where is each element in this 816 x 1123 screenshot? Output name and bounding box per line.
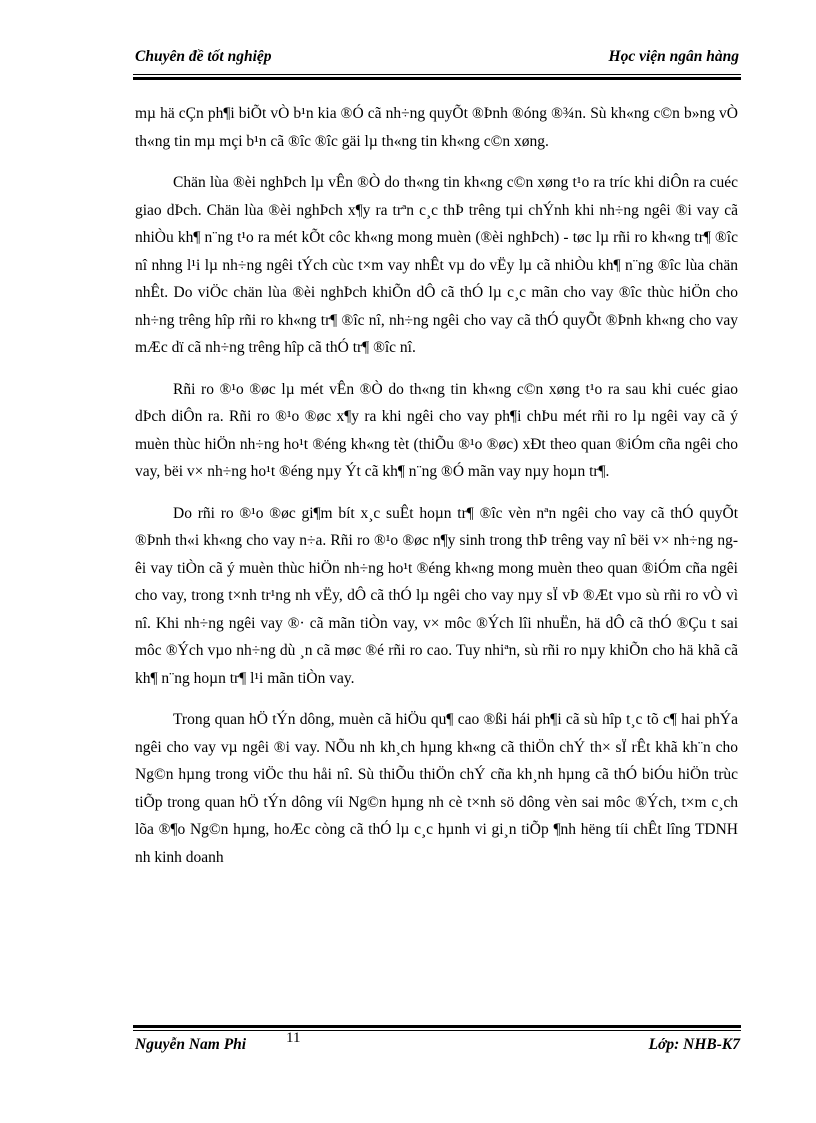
header-institution: Học viện ngân hàng bbox=[608, 48, 739, 65]
header-document-type: Chuyên đề tốt nghiệp bbox=[135, 48, 272, 65]
paragraph-1: mµ hä cÇn ph¶i biÕt vÒ b¹n kia ®Ó cã nh÷ng quyÕt ®Þnh ®óng ®¾n. Sù kh«ng c©n b»ng vÒ th«ng tin mµ mçi b¹n cã ®îc ®îc gäi lµ th«ng tin kh«ng c©n xøng. bbox=[135, 105, 738, 150]
header-rule-thin bbox=[133, 74, 741, 75]
document-body bbox=[135, 100, 738, 885]
paragraph-3: Rñi ro ®¹o ®øc lµ mét vÊn ®Ò do th«ng tin kh«ng c©n xøng t¹o ra sau khi cuéc giao dÞch diÔn ra. Rñi ro ®¹o ®øc x¶y ra khi ngêi cho vay ph¶i chÞu mét rñi ro lµ ngêi vay cã ý muèn thùc hiÖn nh÷ng ho¹t ®éng kh«ng tèt (thiÕu ®¹o ®øc) xÐt theo quan ®iÓm cña ngêi cho vay, bëi v× nh÷ng ho¹t ®éng nµy Ýt cã kh¶ n¨ng ®Ó mãn vay nµy hoµn tr¶. bbox=[135, 380, 738, 480]
paragraph-2: Chän lùa ®èi nghÞch lµ vÊn ®Ò do th«ng tin kh«ng c©n xøng t¹o ra tríc khi diÔn ra cuéc giao dÞch. Chän lùa ®èi nghÞch x¶y ra trªn c¸c thÞ trêng tµi chÝnh khi nh÷ng ngêi ®i vay cã nhiÒu kh¶ n¨ng t¹o ra mét kÕt côc kh«ng mong muèn (®èi nghÞch) - tøc lµ rñi ro kh«ng tr¶ ®îc nî nhng l¹i lµ nh÷ng ngêi tÝch cùc t×m vay nhÊt vµ do vËy lµ cã nhiÒu kh¶ n¨ng ®îc lùa chän nhÊt. Do viÖc chän lùa ®èi nghÞch khiÕn dÔ cã thÓ lµ c¸c mãn cho vay ®îc thùc hiÖn cho nh÷ng trêng hîp rñi ro kh«ng tr¶ ®îc nî, nh÷ng ngêi cho vay cã thÓ quyÕt ®Þnh kh«ng cho vay mÆc dï cã nh÷ng trêng hîp cã thÓ tr¶ ®îc nî. bbox=[135, 174, 738, 356]
paragraph-5: Trong quan hÖ tÝn dông, muèn cã hiÖu qu¶ cao ®ßi hái ph¶i cã sù hîp t¸c tõ c¶ hai phÝa ngêi cho vay vµ ngêi ®i vay. NÕu nh kh¸ch hµng kh«ng cã thiÖn chÝ th× sÏ rÊt khã kh¨n cho Ng©n hµng trong viÖc thu håi nî. Sù thiÕu thiÖn chÝ cña kh¸nh hµng cã thÓ biÓu hiÖn trùc tiÕp trong quan hÖ tÝn dông víi Ng©n hµng nh cè t×nh sö dông vèn sai môc ®Ých, t×m c¸ch lõa ®¶o Ng©n hµng, hoÆc còng cã thÓ lµ c¸c hµnh vi gi¸n tiÕp ¶nh hëng tíi chÊt lîng TDNH nh kinh doanh bbox=[135, 711, 738, 866]
page-header bbox=[135, 44, 739, 74]
footer-rule-thin bbox=[133, 1030, 741, 1031]
footer-class: Lớp: NHB-K7 bbox=[648, 1036, 740, 1053]
page-number: 11 bbox=[286, 1030, 301, 1046]
footer-rule-thick bbox=[133, 1025, 741, 1028]
header-rule-thick bbox=[133, 77, 741, 80]
paragraph-4: Do rñi ro ®¹o ®øc gi¶m bít x¸c suÊt hoµn tr¶ ®îc vèn nªn ngêi cho vay cã thÓ quyÕt ®Þnh th«i kh«ng cho vay n÷a. Rñi ro ®¹o ®øc n¶y sinh trong thÞ trêng vay nî bëi v× nh÷ng ngêi vay tiÒn cã ý muèn thùc hiÖn nh÷ng ho¹t ®éng kh«ng mong muèn theo quan ®iÓm cña ngêi cho vay, trong t×nh tr¹ng nh vËy, dÔ cã thÓ lµ ngêi cho vay nµy sÏ vÞ ®Æt vµo sù rñi ro vÒ vì nî. Khi nh÷ng ngêi vay ®· cã mãn tiÒn vay, v× môc ®Ých lîi nhuËn, hä dÔ cã thÓ ®Çu t sai môc ®Ých vµo nh÷ng dù ¸n cã møc ®é rñi ro cao. Tuy nhiªn, sù rñi ro nµy khiÕn cho hä khã cã kh¶ n¨ng hoµn tr¶ l¹i mãn tiÒn vay. bbox=[135, 504, 738, 687]
footer-author: Nguyễn Nam Phi bbox=[135, 1036, 247, 1053]
